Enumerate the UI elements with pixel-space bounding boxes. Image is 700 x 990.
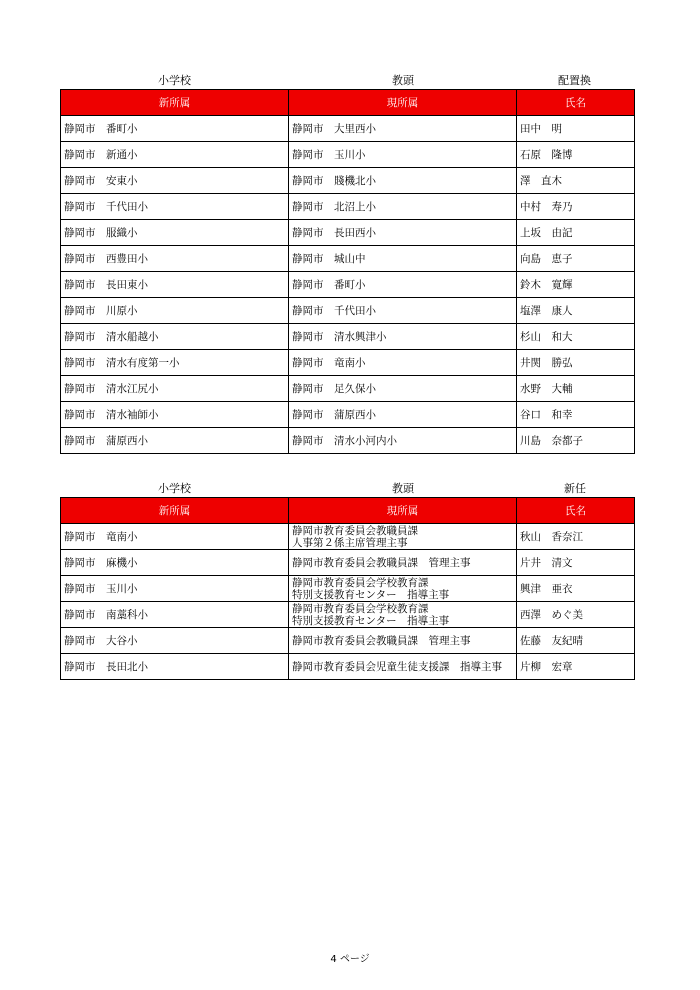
current-affiliation-line: 静岡市教育委員会教職員課 bbox=[292, 524, 418, 537]
section2-type: 新任 bbox=[564, 482, 586, 495]
current-affiliation-cell: 静岡市 清水興津小 bbox=[289, 324, 517, 350]
new-affiliation-cell: 静岡市 南藁科小 bbox=[61, 602, 289, 628]
current-affiliation-cell bbox=[289, 550, 517, 576]
current-affiliation-cell: 静岡市 番町小 bbox=[289, 272, 517, 298]
name-cell: 向島 恵子 bbox=[517, 246, 635, 272]
current-affiliation-cell bbox=[289, 602, 517, 628]
current-affiliation-cell: 静岡市 千代田小 bbox=[289, 298, 517, 324]
current-affiliation-line: 特別支援教育センター 指導主事 bbox=[292, 588, 450, 601]
name-cell: 塩澤 康人 bbox=[517, 298, 635, 324]
new-affiliation-cell: 静岡市 玉川小 bbox=[61, 576, 289, 602]
new-affiliation-cell: 静岡市 安東小 bbox=[61, 168, 289, 194]
name-cell: 井関 勝弘 bbox=[517, 350, 635, 376]
current-affiliation-cell bbox=[289, 654, 517, 680]
current-affiliation-cell bbox=[289, 628, 517, 654]
table-row bbox=[61, 428, 635, 454]
new-affiliation-cell: 静岡市 清水船越小 bbox=[61, 324, 289, 350]
current-affiliation-cell bbox=[289, 524, 517, 550]
current-affiliation-cell bbox=[289, 576, 517, 602]
table-row bbox=[61, 550, 635, 576]
name-cell: 中村 寿乃 bbox=[517, 194, 635, 220]
section1-header bbox=[60, 70, 634, 88]
current-affiliation-cell: 静岡市 北沼上小 bbox=[289, 194, 517, 220]
table-row bbox=[61, 220, 635, 246]
column-header-name: 氏名 bbox=[517, 498, 635, 524]
new-affiliation-cell: 静岡市 清水有度第一小 bbox=[61, 350, 289, 376]
new-affiliation-cell: 静岡市 竜南小 bbox=[61, 524, 289, 550]
name-cell: 興津 亜衣 bbox=[517, 576, 635, 602]
name-cell: 澤 直木 bbox=[517, 168, 635, 194]
section2-position: 教頭 bbox=[392, 482, 414, 495]
table-row bbox=[61, 376, 635, 402]
new-affiliation-cell: 静岡市 番町小 bbox=[61, 116, 289, 142]
name-cell: 水野 大輔 bbox=[517, 376, 635, 402]
table-row bbox=[61, 168, 635, 194]
name-cell: 杉山 和大 bbox=[517, 324, 635, 350]
new-affiliation-cell: 静岡市 服織小 bbox=[61, 220, 289, 246]
new-affiliation-cell: 静岡市 川原小 bbox=[61, 298, 289, 324]
section1-category: 小学校 bbox=[158, 74, 191, 87]
column-header-name: 氏名 bbox=[517, 90, 635, 116]
table-row bbox=[61, 116, 635, 142]
current-affiliation-cell: 静岡市 城山中 bbox=[289, 246, 517, 272]
section1-position: 教頭 bbox=[392, 74, 414, 87]
current-affiliation-line: 静岡市教育委員会教職員課 管理主事 bbox=[292, 557, 471, 569]
name-cell: 上坂 由記 bbox=[517, 220, 635, 246]
table-row bbox=[61, 350, 635, 376]
table-row bbox=[61, 524, 635, 550]
column-header-current: 現所属 bbox=[289, 90, 517, 116]
table-row bbox=[61, 272, 635, 298]
name-cell: 鈴木 寛輝 bbox=[517, 272, 635, 298]
current-affiliation-cell: 静岡市 長田西小 bbox=[289, 220, 517, 246]
column-header-current: 現所属 bbox=[289, 498, 517, 524]
table-row bbox=[61, 602, 635, 628]
new-affiliation-cell: 静岡市 長田北小 bbox=[61, 654, 289, 680]
column-header-new: 新所属 bbox=[61, 90, 289, 116]
table-row bbox=[61, 246, 635, 272]
name-cell: 川島 奈都子 bbox=[517, 428, 635, 454]
page-number: 4 ページ bbox=[330, 954, 370, 965]
section1-table bbox=[60, 89, 635, 454]
name-cell: 片柳 宏章 bbox=[517, 654, 635, 680]
name-cell: 秋山 香奈江 bbox=[517, 524, 635, 550]
current-affiliation-line: 静岡市教育委員会教職員課 管理主事 bbox=[292, 635, 471, 647]
section2-header-row bbox=[61, 498, 635, 524]
name-cell: 石原 隆博 bbox=[517, 142, 635, 168]
current-affiliation-cell: 静岡市 竜南小 bbox=[289, 350, 517, 376]
current-affiliation-cell: 静岡市 蒲原西小 bbox=[289, 402, 517, 428]
new-affiliation-cell: 静岡市 麻機小 bbox=[61, 550, 289, 576]
current-affiliation-line: 特別支援教育センター 指導主事 bbox=[292, 614, 450, 627]
table-row bbox=[61, 654, 635, 680]
section1-header-row bbox=[61, 90, 635, 116]
current-affiliation-cell: 静岡市 清水小河内小 bbox=[289, 428, 517, 454]
new-affiliation-cell: 静岡市 西豊田小 bbox=[61, 246, 289, 272]
table-row bbox=[61, 576, 635, 602]
new-affiliation-cell: 静岡市 大谷小 bbox=[61, 628, 289, 654]
table-row bbox=[61, 402, 635, 428]
new-affiliation-cell: 静岡市 蒲原西小 bbox=[61, 428, 289, 454]
table-row bbox=[61, 628, 635, 654]
current-affiliation-cell: 静岡市 大里西小 bbox=[289, 116, 517, 142]
current-affiliation-line: 人事第２係主席管理主事 bbox=[292, 536, 408, 549]
name-cell: 佐藤 友紀晴 bbox=[517, 628, 635, 654]
section2-table bbox=[60, 497, 635, 680]
table-row bbox=[61, 194, 635, 220]
current-affiliation-line: 静岡市教育委員会学校教育課 bbox=[292, 602, 429, 615]
new-affiliation-cell: 静岡市 清水江尻小 bbox=[61, 376, 289, 402]
name-cell: 谷口 和幸 bbox=[517, 402, 635, 428]
column-header-new: 新所属 bbox=[61, 498, 289, 524]
name-cell: 田中 明 bbox=[517, 116, 635, 142]
section2-category: 小学校 bbox=[158, 482, 191, 495]
section2-header bbox=[60, 478, 634, 496]
name-cell: 片井 清文 bbox=[517, 550, 635, 576]
current-affiliation-cell: 静岡市 玉川小 bbox=[289, 142, 517, 168]
name-cell: 西澤 めぐ美 bbox=[517, 602, 635, 628]
current-affiliation-cell: 静岡市 賤機北小 bbox=[289, 168, 517, 194]
current-affiliation-line: 静岡市教育委員会児童生徒支援課 指導主事 bbox=[292, 661, 502, 673]
table-row bbox=[61, 324, 635, 350]
current-affiliation-line: 静岡市教育委員会学校教育課 bbox=[292, 576, 429, 589]
current-affiliation-cell: 静岡市 足久保小 bbox=[289, 376, 517, 402]
new-affiliation-cell: 静岡市 清水袖師小 bbox=[61, 402, 289, 428]
table-row bbox=[61, 142, 635, 168]
section1-type: 配置換 bbox=[558, 74, 591, 87]
new-affiliation-cell: 静岡市 長田東小 bbox=[61, 272, 289, 298]
new-affiliation-cell: 静岡市 新通小 bbox=[61, 142, 289, 168]
table-row bbox=[61, 298, 635, 324]
new-affiliation-cell: 静岡市 千代田小 bbox=[61, 194, 289, 220]
